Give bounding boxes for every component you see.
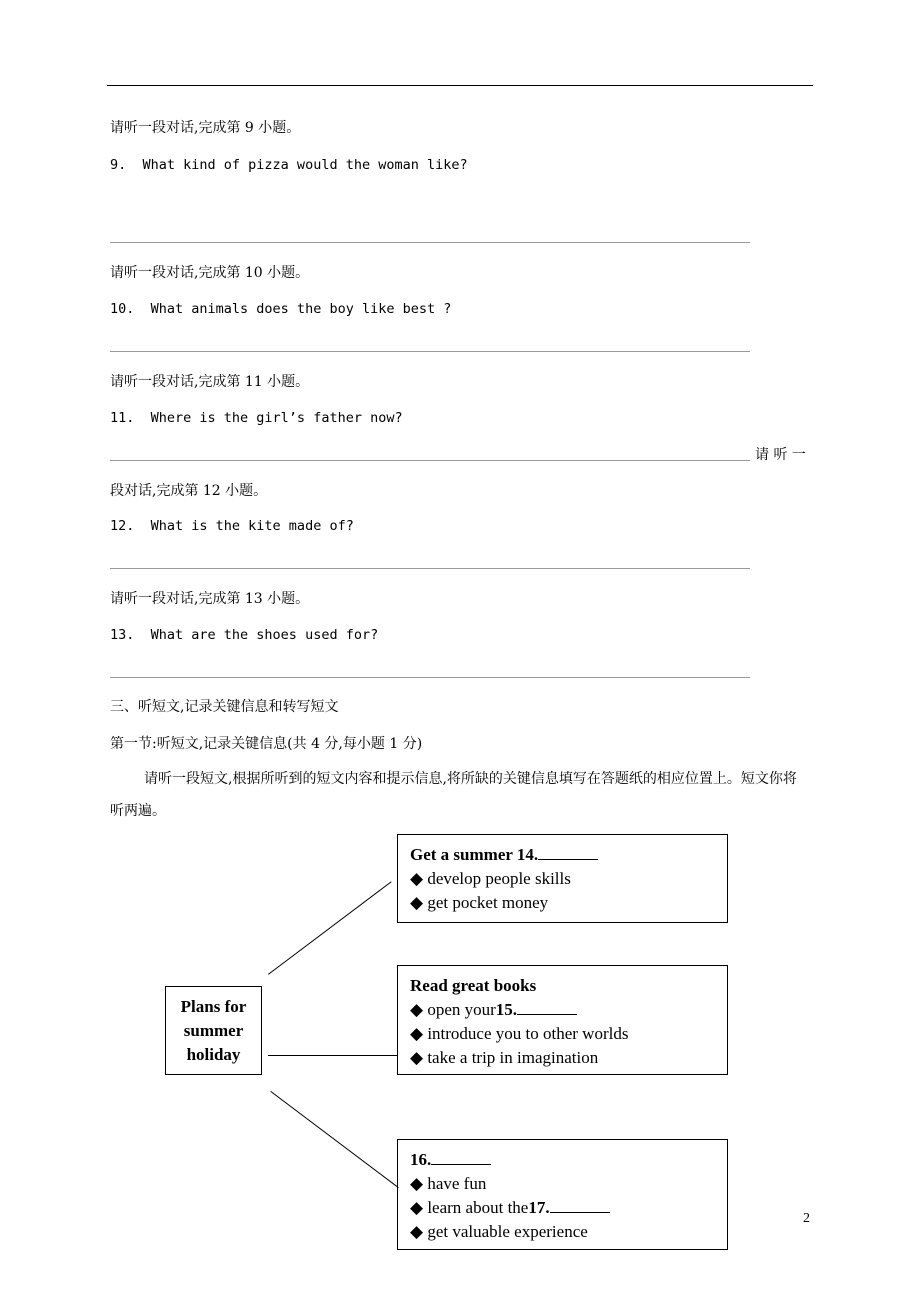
bullet-icon: ◆ — [410, 1174, 424, 1193]
box3-num-17: 17. — [528, 1198, 550, 1217]
q9-text: 9. What kind of pizza would the woman like? — [110, 157, 468, 173]
box3-item-2-prefix: learn about the — [427, 1198, 529, 1217]
blank-17[interactable] — [550, 1198, 610, 1213]
bullet-icon: ◆ — [410, 1024, 424, 1043]
center-line-1: Plans for — [180, 997, 247, 1016]
bullet-icon: ◆ — [410, 1198, 424, 1217]
blank-14[interactable] — [538, 845, 598, 860]
blank-15[interactable] — [517, 1000, 577, 1015]
connector-bottom — [270, 1091, 398, 1188]
bullet-icon: ◆ — [410, 869, 424, 888]
bullet-icon: ◆ — [410, 893, 424, 912]
q12-text: 12. What is the kite made of? — [110, 518, 354, 534]
header-rule — [107, 85, 813, 86]
box-16 — [397, 1139, 728, 1250]
section3-instructions: 请听一段短文,根据所听到的短文内容和提示信息,将所缺的关键信息填写在答题纸的相应位置上。短文你将听两遍。 — [110, 771, 797, 819]
q10-text: 10. What animals does the boy like best ? — [110, 301, 452, 317]
center-line-3: holiday — [186, 1045, 241, 1064]
q13-answer-line[interactable] — [110, 677, 750, 678]
connector-top — [268, 881, 392, 974]
q13-text: 13. What are the shoes used for? — [110, 627, 379, 643]
box2-item-3: take a trip in imagination — [427, 1048, 599, 1067]
box2-title: Read great books — [410, 976, 537, 995]
q12-answer-line[interactable] — [110, 568, 750, 569]
q13-intro: 请听一段对话,完成第 13 小题。 — [110, 591, 310, 607]
box3-item-1: have fun — [427, 1174, 487, 1193]
connector-middle — [268, 1055, 397, 1056]
box3-title: 16. — [410, 1150, 432, 1169]
q11-intro: 请听一段对话,完成第 11 小题。 — [110, 374, 310, 390]
box1-title: Get a summer 14. — [410, 845, 539, 864]
center-line-2: summer — [183, 1021, 244, 1040]
q10-answer-line[interactable] — [110, 351, 750, 352]
box1-item-1: develop people skills — [427, 869, 571, 888]
bullet-icon: ◆ — [410, 1048, 424, 1067]
section3-part1: 第一节:听短文,记录关键信息(共 4 分,每小题 1 分) — [110, 736, 423, 752]
box3-item-3: get valuable experience — [427, 1222, 588, 1241]
page-number: 2 — [803, 1211, 810, 1226]
box1-item-2: get pocket money — [427, 893, 549, 912]
box-summer-job — [397, 834, 728, 923]
q11-answer-line[interactable] — [110, 460, 750, 461]
box2-num-15: 15. — [495, 1000, 518, 1019]
q11-text: 11. Where is the girl’s father now? — [110, 410, 403, 426]
center-box — [165, 986, 262, 1075]
q9-intro: 请听一段对话,完成第 9 小题。 — [110, 120, 301, 136]
box2-item-2: introduce you to other worlds — [427, 1024, 629, 1043]
section3-heading: 三、听短文,记录关键信息和转写短文 — [110, 699, 339, 715]
q12-intro: 段对话,完成第 12 小题。 — [110, 483, 268, 499]
q9-answer-line[interactable] — [110, 242, 750, 243]
box2-item-1-prefix: open your — [427, 1000, 496, 1019]
blank-16[interactable] — [431, 1150, 491, 1165]
bullet-icon: ◆ — [410, 1222, 424, 1241]
q10-intro: 请听一段对话,完成第 10 小题。 — [110, 265, 310, 281]
bullet-icon: ◆ — [410, 1000, 424, 1019]
q12-intro-start: 请 听 一 — [755, 447, 806, 463]
box-read-books — [397, 965, 728, 1075]
